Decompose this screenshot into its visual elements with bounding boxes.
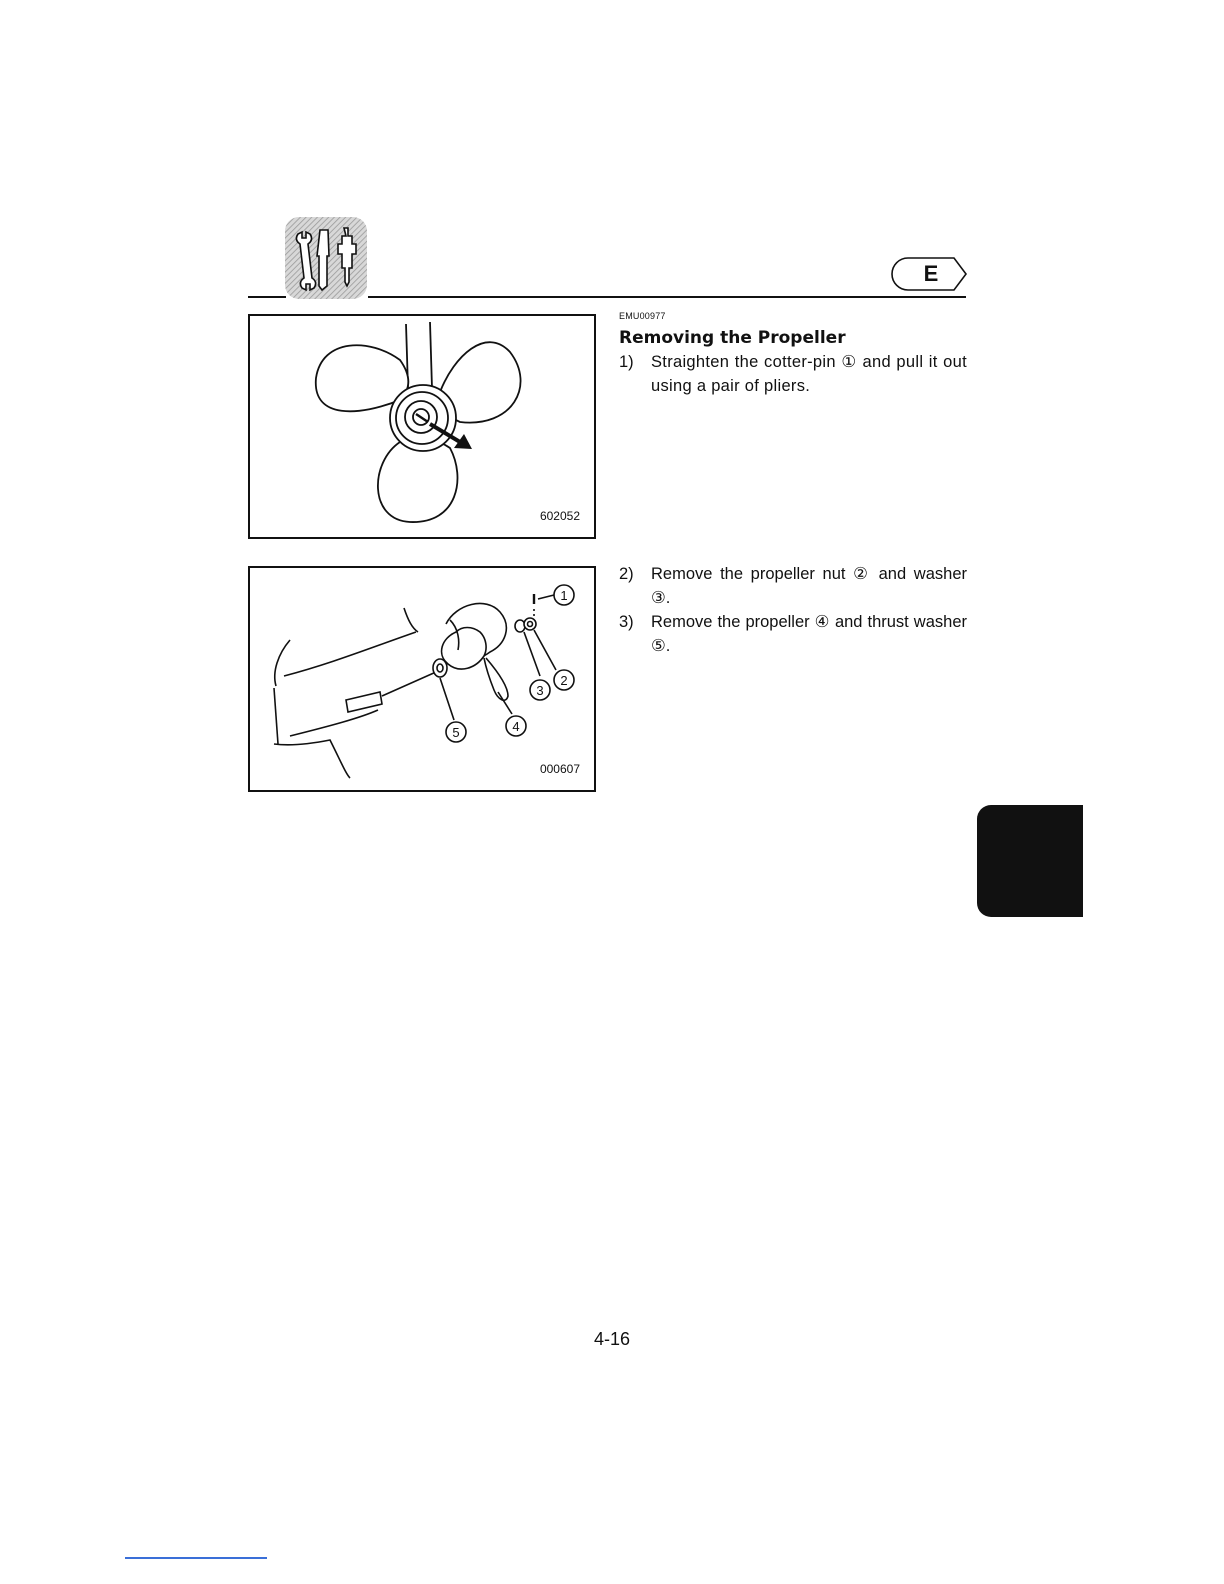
figure-code: 000607	[539, 762, 580, 776]
step-2	[619, 562, 967, 610]
figure-propeller-cotter-pin	[248, 314, 596, 539]
chapter-thumb-tab	[977, 805, 1083, 917]
callout-3: 3	[536, 683, 544, 698]
propeller-front-illustration	[250, 316, 594, 537]
step-number: 1)	[619, 353, 634, 371]
callout-4: 4	[512, 719, 520, 734]
header-rule-right	[368, 296, 966, 298]
page-number: 4-16	[593, 1329, 631, 1349]
language-badge	[890, 256, 968, 292]
footer-link-underline	[125, 1557, 267, 1559]
callout-5: 5	[452, 725, 460, 740]
figure-code: 602052	[539, 509, 580, 523]
callout-2: 2	[560, 673, 568, 688]
figure-propeller-exploded	[248, 566, 596, 792]
language-badge-label: E	[923, 261, 939, 286]
step-text: Remove the propeller nut ② and washer ③.	[651, 565, 967, 607]
step-text: Straighten the cotter-pin ① and pull it out using a pair of pliers.	[651, 353, 967, 395]
step-text: Remove the propeller ④ and thrust washer ⑤.	[651, 613, 967, 655]
header-rule-left	[248, 296, 286, 298]
section-code: EMU00977	[619, 311, 666, 321]
step-number: 2)	[619, 565, 634, 583]
propeller-exploded-illustration	[250, 568, 594, 790]
step-3	[619, 610, 967, 658]
maintenance-tools-icon	[284, 216, 368, 300]
step-number: 3)	[619, 613, 634, 631]
section-title: Removing the Propeller	[619, 328, 846, 348]
step-1	[619, 350, 967, 398]
callout-1: 1	[560, 588, 568, 603]
